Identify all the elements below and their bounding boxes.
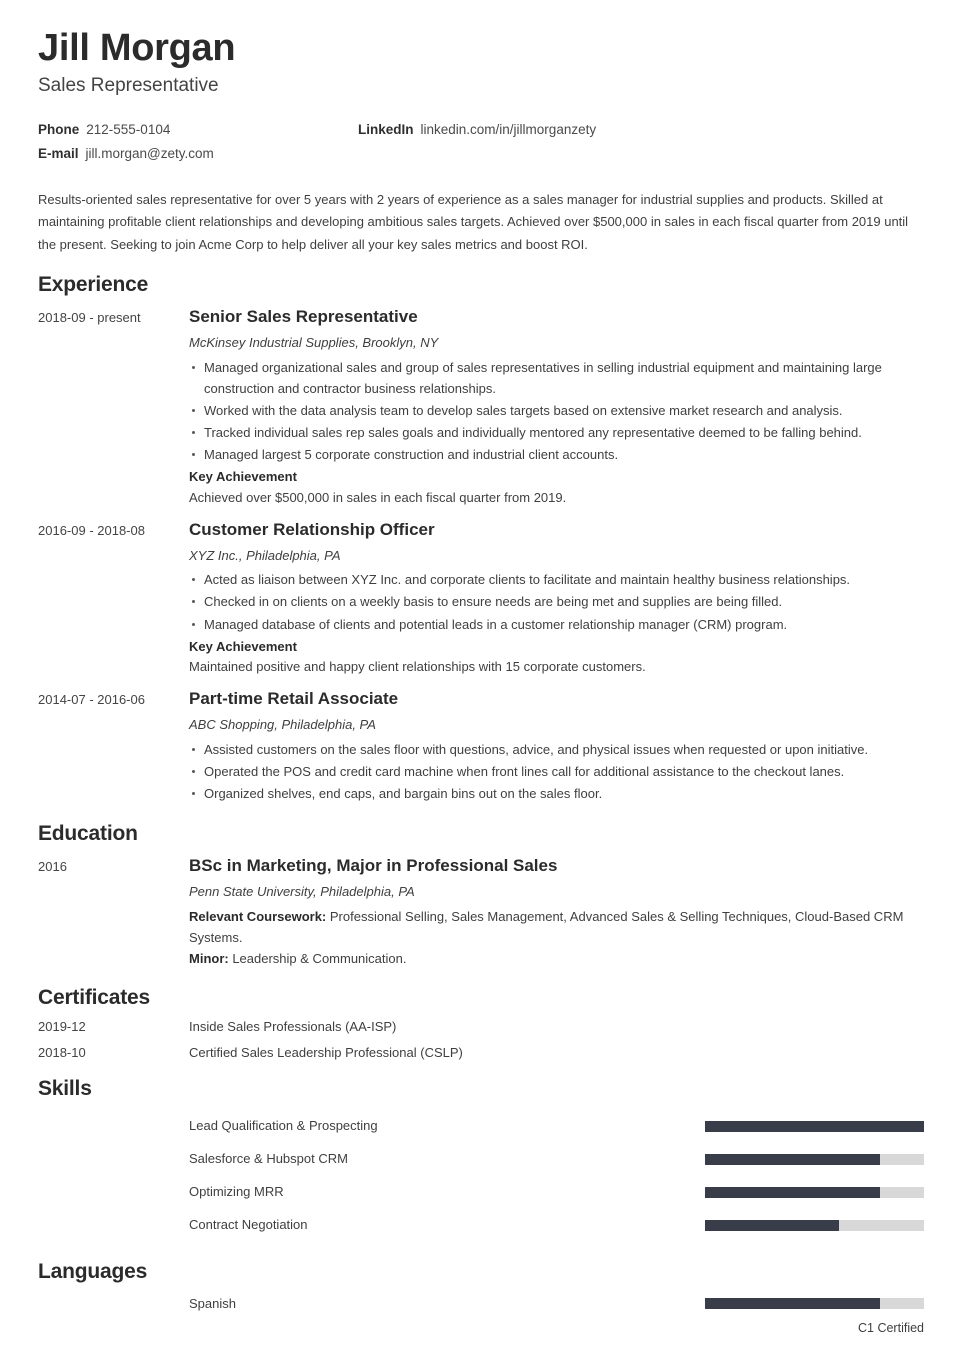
language-label: Spanish (189, 1295, 236, 1311)
education-school: Penn State University, Philadelphia, PA (189, 884, 415, 900)
skill-level-fill (705, 1154, 880, 1165)
experience-entry (38, 519, 924, 678)
list-item: Checked in on clients on a weekly basis to ensure needs are being met and supplies are being filled. (189, 591, 924, 612)
contact-phone-label: Phone (38, 121, 80, 137)
section-heading-languages: Languages (38, 1259, 148, 1283)
contact-email-value[interactable]: jill.morgan@zety.com (85, 145, 214, 161)
skill-level-bar (705, 1121, 924, 1132)
education-entry (38, 855, 924, 969)
list-item: Organized shelves, end caps, and bargain bins out on the sales floor. (189, 783, 924, 804)
experience-bullet-list (189, 357, 924, 465)
page-title: Jill Morgan (38, 27, 236, 69)
certificate-date: 2019-12 (38, 1019, 86, 1035)
certificate-name: Certified Sales Leadership Professional (CSLP) (189, 1045, 463, 1061)
skill-row (38, 1149, 924, 1171)
list-item: Worked with the data analysis team to develop sales targets based on extensive market research and analysis. (189, 400, 924, 421)
education-coursework (189, 906, 924, 948)
language-level-fill (705, 1298, 880, 1309)
contact-phone (38, 122, 358, 137)
resume-header (38, 28, 924, 161)
skill-row (38, 1116, 924, 1138)
skill-level-fill (705, 1220, 839, 1231)
language-row (38, 1293, 924, 1315)
contact-email[interactable] (38, 146, 358, 161)
section-heading-experience: Experience (38, 272, 149, 296)
skill-row (38, 1182, 924, 1204)
experience-bullet-list (189, 569, 924, 634)
experience-company: McKinsey Industrial Supplies, Brooklyn, NY (189, 335, 439, 351)
contact-row (38, 122, 924, 137)
education-minor-label: Minor: (189, 951, 229, 967)
certificate-date: 2018-10 (38, 1045, 86, 1061)
skill-level-bar (705, 1220, 924, 1231)
experience-body (189, 688, 924, 805)
list-item: Managed largest 5 corporate construction and industrial client accounts. (189, 444, 924, 465)
contact-email-label: E-mail (38, 145, 79, 161)
experience-body (189, 306, 924, 509)
list-item: Managed organizational sales and group of sales representatives in selling industrial equipment and maintaining large construction and contractor business relationships. (189, 357, 924, 399)
list-item: Assisted customers on the sales floor with questions, advice, and physical issues when requested or upon initiative. (189, 739, 924, 760)
section-heading-education: Education (38, 822, 138, 846)
education-date: 2016 (38, 859, 67, 875)
contact-linkedin-label: LinkedIn (358, 121, 414, 137)
list-item: Managed database of clients and potential leads in a customer relationship manager (CRM) program. (189, 614, 924, 635)
experience-body (189, 519, 924, 678)
contact-linkedin[interactable] (358, 122, 596, 137)
experience-date: 2016-09 - 2018-08 (38, 522, 145, 538)
experience-job-title: Senior Sales Representative (189, 307, 418, 327)
education-degree: BSc in Marketing, Major in Professional Sales (189, 856, 558, 876)
skill-label: Optimizing MRR (189, 1184, 284, 1200)
experience-job-title: Customer Relationship Officer (189, 519, 435, 539)
job-title: Sales Representative (38, 75, 219, 97)
key-achievement-label: Key Achievement (189, 469, 297, 485)
experience-bullet-list (189, 739, 924, 804)
certificate-name: Inside Sales Professionals (AA-ISP) (189, 1019, 397, 1035)
education-minor (189, 948, 924, 969)
experience-job-title: Part-time Retail Associate (189, 689, 399, 709)
experience-entry (38, 688, 924, 805)
skill-label: Salesforce & Hubspot CRM (189, 1151, 348, 1167)
professional-summary: Results-oriented sales representative for over 5 years with 2 years of experience as a sales manager for industrial supplies and products. Skilled at maintaining profitable client relationships and developing ambitious sales targets. Achieved over $500,000 in sales in each fiscal quarter from 2019 until the present. Seeking to join Acme Corp to help deliver all your key sales metrics and boost ROI. (38, 191, 909, 252)
language-certification-note: C1 Certified (858, 1320, 924, 1335)
contact-row (38, 146, 924, 161)
skill-label: Contract Negotiation (189, 1217, 308, 1233)
skill-level-bar (705, 1154, 924, 1165)
contact-phone-value: 212-555-0104 (86, 121, 171, 137)
section-heading-skills: Skills (38, 1077, 92, 1101)
language-note-row (38, 1321, 924, 1335)
experience-entry (38, 306, 924, 509)
list-item: Tracked individual sales rep sales goals and individually mentored any representative deemed to be falling behind. (189, 422, 924, 443)
experience-date: 2018-09 - present (38, 310, 141, 326)
education-coursework-value: Professional Selling, Sales Management, Advanced Sales & Selling Techniques, Cloud-Based CRM Systems. (189, 908, 904, 946)
skill-level-bar (705, 1187, 924, 1198)
certificate-row (38, 1019, 924, 1034)
list-item: Operated the POS and credit card machine when front lines call for additional assistance to the checkout lanes. (189, 761, 924, 782)
skill-level-fill (705, 1187, 880, 1198)
language-level-bar (705, 1298, 924, 1309)
key-achievement-label: Key Achievement (189, 638, 297, 654)
contact-linkedin-value[interactable]: linkedin.com/in/jillmorganzety (420, 121, 597, 137)
skill-label: Lead Qualification & Prospecting (189, 1118, 378, 1134)
contact-details (38, 122, 924, 161)
key-achievement-text: Maintained positive and happy client relationships with 15 corporate customers. (189, 659, 646, 675)
section-heading-certificates: Certificates (38, 986, 150, 1010)
key-achievement-text: Achieved over $500,000 in sales in each fiscal quarter from 2019. (189, 489, 567, 505)
skill-row (38, 1215, 924, 1237)
experience-company: XYZ Inc., Philadelphia, PA (189, 547, 341, 563)
skill-level-fill (705, 1121, 924, 1132)
experience-date: 2014-07 - 2016-06 (38, 692, 145, 708)
education-coursework-label: Relevant Coursework: (189, 908, 327, 924)
list-item: Acted as liaison between XYZ Inc. and corporate clients to facilitate and maintain healthy business relationships. (189, 569, 924, 590)
certificate-row (38, 1045, 924, 1060)
education-body (189, 855, 924, 969)
experience-company: ABC Shopping, Philadelphia, PA (189, 717, 376, 733)
education-minor-value: Leadership & Communication. (228, 951, 407, 967)
